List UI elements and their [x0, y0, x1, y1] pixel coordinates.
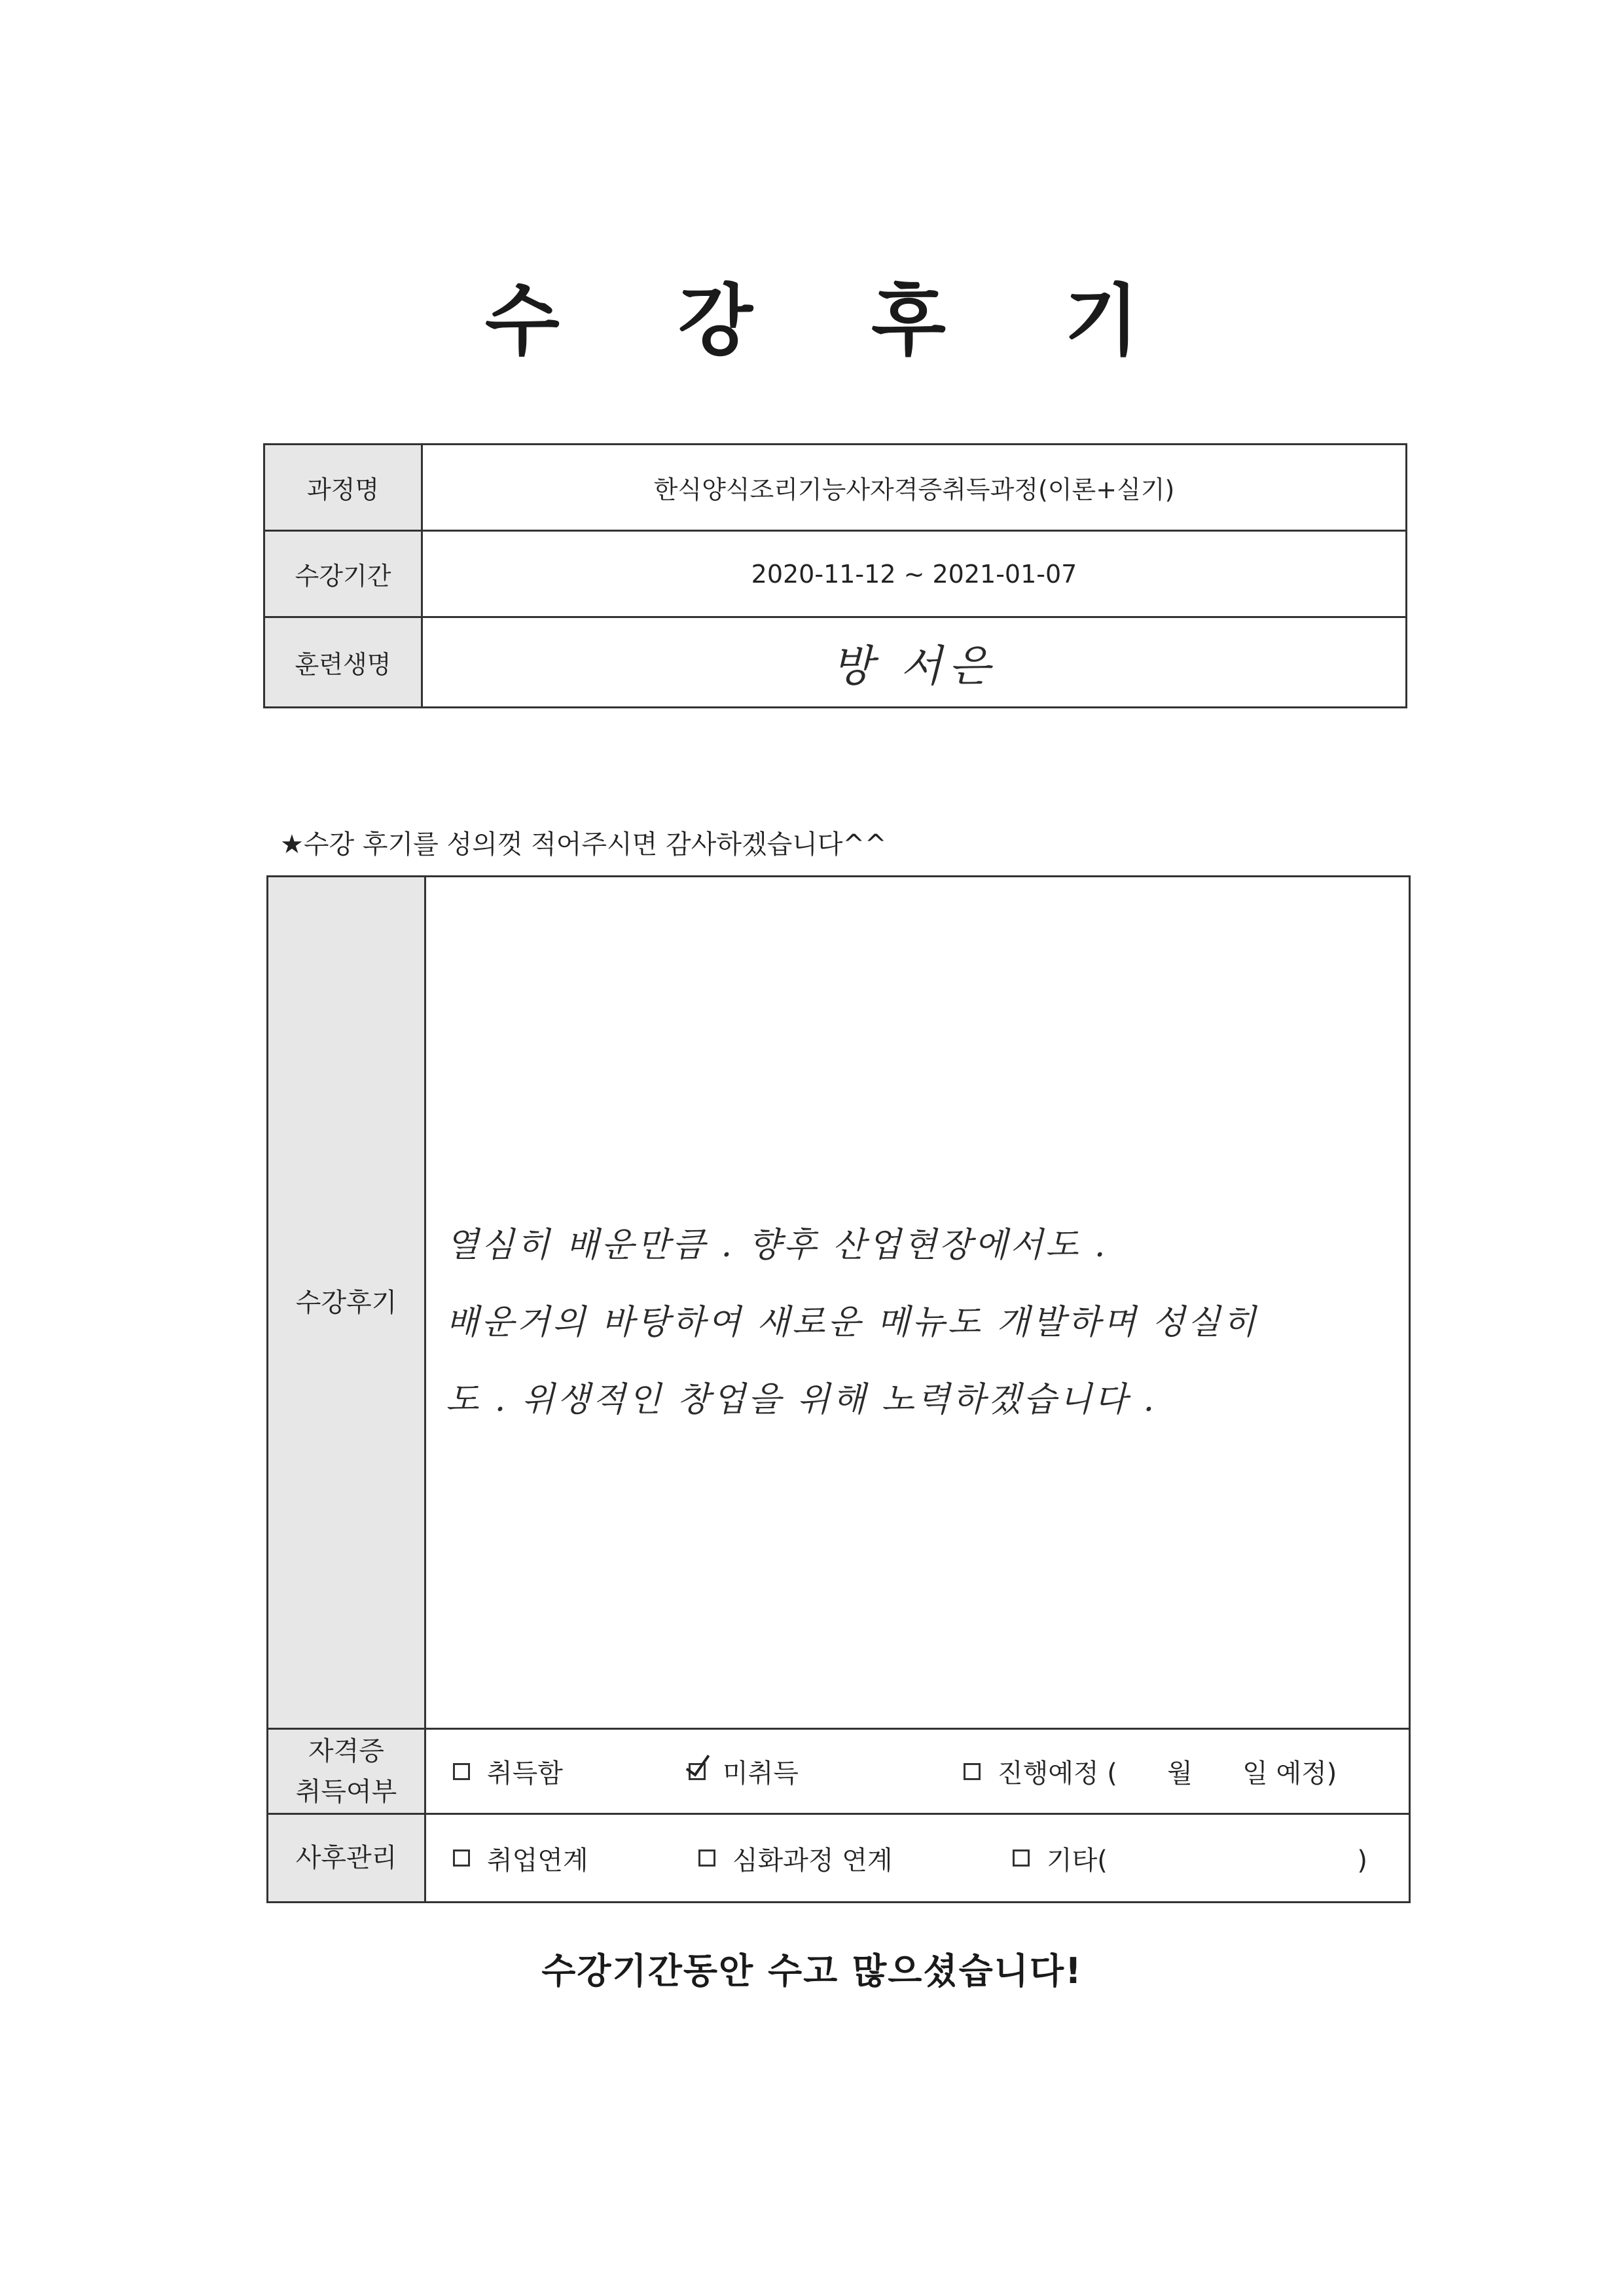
checkbox-acquired[interactable]: [453, 1763, 470, 1780]
option-advanced[interactable]: [698, 1840, 1013, 1877]
page-title: 수 강 후 기: [484, 276, 1185, 366]
certificate-label-line1: 자격증: [308, 1736, 384, 1766]
review-label: 수강후기: [268, 877, 425, 1729]
period-label: 수강기간: [264, 531, 422, 617]
option-not-acquired-label: 미취득: [723, 1758, 799, 1789]
checkbox-not-acquired-checked[interactable]: [689, 1763, 706, 1780]
period-row: [264, 531, 1407, 617]
course-info-table: [263, 443, 1407, 708]
trainee-label: 훈련생명: [264, 617, 422, 708]
review-table: [266, 875, 1411, 1903]
course-row: [264, 445, 1407, 531]
option-acquired-label: 취득함: [487, 1758, 563, 1789]
option-employment[interactable]: [453, 1840, 698, 1877]
option-other-label: 기타( ): [1047, 1845, 1367, 1876]
option-acquired[interactable]: [453, 1753, 689, 1790]
trainee-name-cell: [422, 617, 1407, 708]
option-not-acquired[interactable]: [689, 1753, 964, 1790]
certificate-options: [425, 1729, 1410, 1814]
certificate-label: [268, 1729, 425, 1814]
course-label: 과정명: [264, 445, 422, 531]
course-value: 한식양식조리기능사자격증취득과정(이론+실기): [422, 445, 1407, 531]
option-employment-label: 취업연계: [487, 1845, 588, 1876]
option-other[interactable]: [1013, 1840, 1367, 1877]
review-text-area: [425, 877, 1410, 1729]
review-line-2: 배운거의 바탕하여 새로운 메뉴도 개발하며 성실히: [446, 1302, 1259, 1342]
certificate-label-line2: 취득여부: [295, 1776, 397, 1807]
instruction-text: ★수강 후기를 성의껏 적어주시면 감사하겠습니다^^: [280, 829, 887, 860]
review-line-3: 도 . 위생적인 창업을 위해 노력하겠습니다 .: [446, 1379, 1157, 1419]
review-line-1: 열심히 배운만큼 . 향후 산업현장에서도 .: [446, 1225, 1108, 1265]
trainee-row: [264, 617, 1407, 708]
checkbox-advanced[interactable]: [698, 1850, 715, 1867]
followup-label: 사후관리: [268, 1814, 425, 1903]
option-advanced-label: 심화과정 연계: [732, 1845, 893, 1876]
review-row: [268, 877, 1410, 1729]
checkbox-employment[interactable]: [453, 1850, 470, 1867]
checkbox-planned[interactable]: [964, 1763, 981, 1780]
followup-row: [268, 1814, 1410, 1903]
closing-message: 수강기간동안 수고 많으셨습니다!: [541, 1950, 1083, 1992]
option-planned[interactable]: [964, 1753, 1337, 1790]
trainee-name-handwritten: 방 서은: [831, 641, 997, 691]
certificate-row: [268, 1729, 1410, 1814]
review-handwriting: [426, 1167, 1409, 1438]
followup-options: [425, 1814, 1410, 1903]
period-value: 2020-11-12 ~ 2021-01-07: [422, 531, 1407, 617]
checkbox-other[interactable]: [1013, 1850, 1030, 1867]
option-planned-label: 진행예정 ( 월 일 예정): [998, 1758, 1337, 1789]
